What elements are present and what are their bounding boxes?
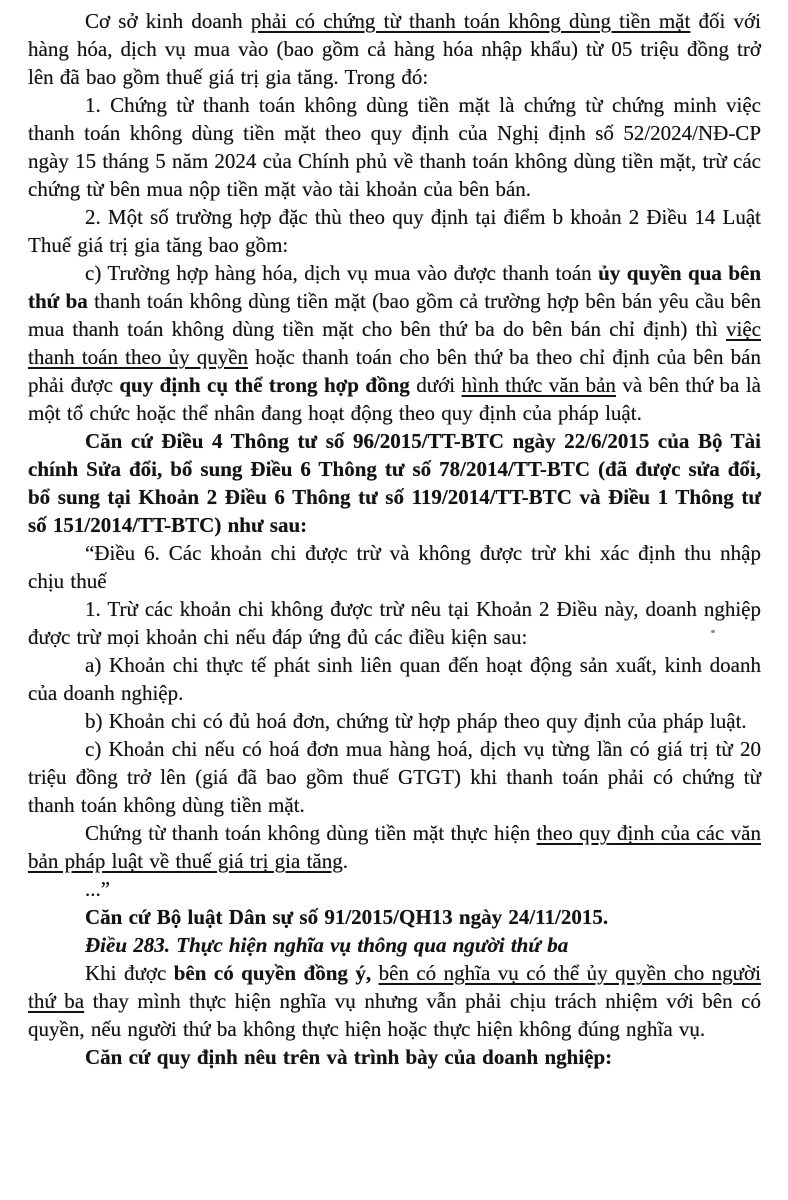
text-run: . [342,849,348,873]
paragraph-11 [28,819,761,875]
paragraph-16 [28,1043,761,1071]
paragraph-1 [28,7,761,91]
paragraph-10 [28,735,761,819]
scan-artifact-dot [711,630,715,633]
text-run: hình thức văn bản [461,373,616,397]
paragraph-15 [28,959,761,1043]
paragraph-4 [28,259,761,427]
text-run: bên có quyền đồng ý, [173,961,372,985]
paragraph-14 [28,931,761,959]
text-run: Chứng từ thanh toán không dùng tiền mặt thực hiện [85,821,537,845]
text-run: Căn cứ Điều 4 Thông tư số 96/2015/TT-BTC ngày 22/6/2015 của Bộ Tài chính Sửa đổi, bổ sung Điều 6 Thông tư số 78/2014/TT-BTC (đã được sửa đổi, bổ sung tại Khoản 2 Điều 6 Thông tư số 119/2014/TT-BTC và Điều 1 Thông tư số 151/2014/TT-BTC) như sau: [28,429,761,537]
text-run: ...” [85,877,111,901]
text-run: đối với hàng hóa, dịch vụ mua vào (bao gồm cả hàng hóa nhập khẩu) từ 05 triệu đồng trở lên đã bao gồm thuế giá trị gia tăng. Trong đó: [28,9,762,89]
text-run: Khi được [85,961,174,985]
text-run: việc thanh toán theo ủy quyền [28,317,761,369]
text-run: theo quy định của các văn bản pháp luật về thuế giá trị gia tăng [28,821,761,873]
paragraph-13 [28,903,761,931]
text-run: Căn cứ quy định nêu trên và trình bày của doanh nghiệp: [85,1045,613,1069]
text-run: thanh toán không dùng tiền mặt (bao gồm cả trường hợp bên bán yêu cầu bên mua thanh toán không dùng tiền mặt cho bên thứ ba do bên bán chỉ định) thì [28,289,761,341]
text-run: a) Khoản chi thực tế phát sinh liên quan đến hoạt động sản xuất, kinh doanh của doanh nghiệp. [28,653,761,705]
text-run: hoặc thanh toán cho bên thứ ba theo chỉ định của bên bán phải được [28,345,761,397]
paragraph-7 [28,595,761,651]
text-run: thay mình thực hiện nghĩa vụ nhưng vẫn phải chịu trách nhiệm với bên có quyền, nếu người thứ ba không thực hiện hoặc thực hiện không đúng nghĩa vụ. [28,989,761,1041]
text-run: 1. Chứng từ thanh toán không dùng tiền mặt là chứng từ chứng minh việc thanh toán không dùng tiền mặt theo quy định của Nghị định số 52/2024/NĐ-CP ngày 15 tháng 5 năm 2024 của Chính phủ về thanh toán không dùng tiền mặt, trừ các chứng từ bên mua nộp tiền mặt vào tài khoản của bên bán. [28,93,761,201]
paragraph-5 [28,427,761,539]
paragraph-2 [28,91,761,203]
paragraph-8 [28,651,761,707]
text-run: bên có nghĩa vụ có thể ủy quyền cho người thứ ba [28,961,761,1013]
text-run: Cơ sở kinh doanh [85,9,251,33]
text-run: “Điều 6. Các khoản chi được trừ và không được trừ khi xác định thu nhập chịu thuế [28,541,761,593]
text-run: c) Khoản chi nếu có hoá đơn mua hàng hoá, dịch vụ từng lần có giá trị từ 20 triệu đồng trở lên (giá đã bao gồm thuế GTGT) khi thanh toán phải có chứng từ thanh toán không dùng tiền mặt. [28,737,761,817]
document-body [28,7,761,1071]
text-run: Căn cứ Bộ luật Dân sự số 91/2015/QH13 ngày 24/11/2015. [85,905,609,929]
paragraph-6 [28,539,761,595]
text-run: và bên thứ ba là một tổ chức hoặc thể nhân đang hoạt động theo quy định của pháp luật. [28,373,761,425]
text-run: ủy quyền qua bên thứ ba [28,261,762,313]
text-run: quy định cụ thể trong hợp đồng [119,373,410,397]
text-run: b) Khoản chi có đủ hoá đơn, chứng từ hợp pháp theo quy định của pháp luật. [85,709,747,733]
text-run [371,961,378,985]
paragraph-12 [28,875,761,903]
paragraph-3 [28,203,761,259]
text-run: c) Trường hợp hàng hóa, dịch vụ mua vào được thanh toán [85,261,599,285]
text-run: phải có chứng từ thanh toán không dùng tiền mặt [250,9,691,33]
text-run: Điều 283. Thực hiện nghĩa vụ thông qua người thứ ba [85,933,569,957]
paragraph-9 [28,707,761,735]
text-run: dưới [409,373,462,397]
text-run: 1. Trừ các khoản chi không được trừ nêu tại Khoản 2 Điều này, doanh nghiệp được trừ mọi khoản chi nếu đáp ứng đủ các điều kiện sau: [28,597,761,649]
text-run: 2. Một số trường hợp đặc thù theo quy định tại điểm b khoản 2 Điều 14 Luật Thuế giá trị gia tăng bao gồm: [28,205,761,257]
